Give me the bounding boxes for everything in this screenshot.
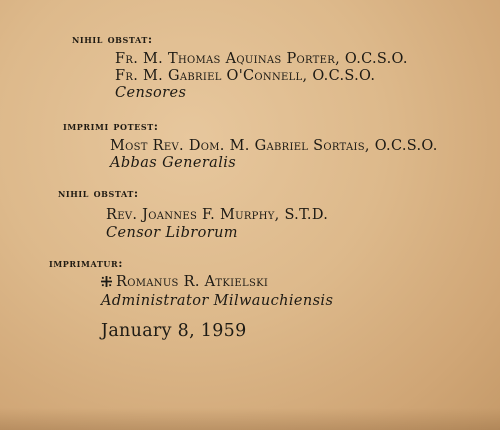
censor-name-2: Fr. M. Gabriel O'Connell, O.C.S.O. — [115, 68, 376, 84]
section-heading-imprimatur: imprimatur: — [49, 256, 124, 270]
imprimatur-date: January 8, 1959 — [101, 321, 247, 341]
censor-name-1: Fr. M. Thomas Aquinas Porter, O.C.S.O. — [115, 51, 408, 67]
abbot-general-name: Most Rev. Dom. M. Gabriel Sortais, O.C.S.O. — [110, 138, 438, 154]
censor-librorum-name: Rev. Joannes F. Murphy, S.T.D. — [106, 207, 329, 223]
section-heading-nihil-obstat-2: nihil obstat: — [58, 186, 139, 200]
censores-title: Censores — [115, 85, 187, 101]
abbas-generalis-title: Abbas Generalis — [110, 155, 237, 171]
administrator-title: Administrator Milwauchiensis — [101, 293, 334, 309]
section-heading-imprimi-potest: imprimi potest: — [63, 119, 159, 133]
administrator-name: Romanus R. Atkielski — [116, 274, 269, 290]
section-heading-nihil-obstat-1: nihil obstat: — [72, 32, 153, 46]
censor-librorum-title: Censor Librorum — [106, 225, 238, 241]
administrator-name-line — [101, 275, 268, 290]
page-bottom-shadow — [0, 408, 500, 430]
cross-icon — [101, 276, 112, 287]
